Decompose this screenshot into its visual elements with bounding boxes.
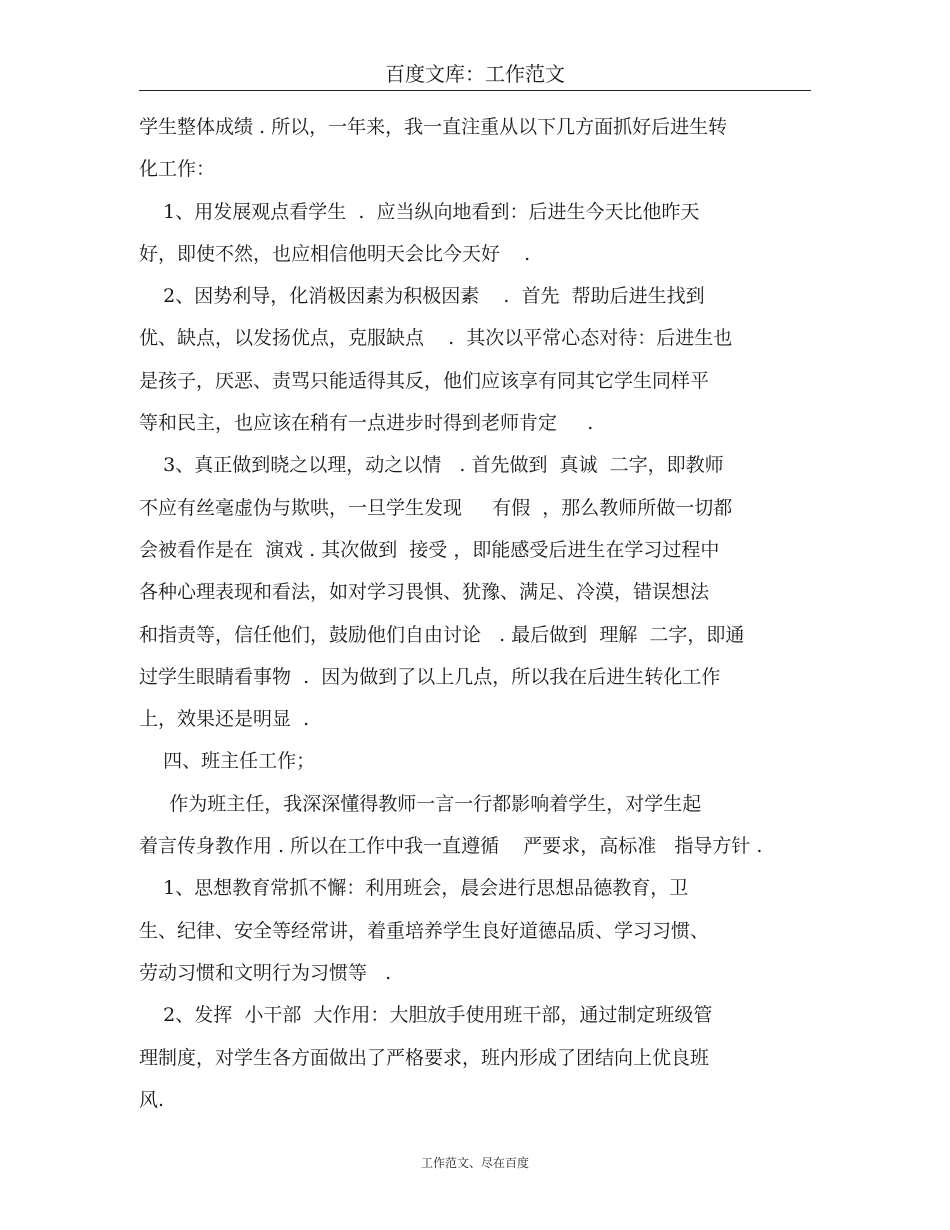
text-line: 是孩子，厌恶、责骂只能适得其反，他们应该享有同其它学生同样平: [139, 369, 710, 392]
text-line: 等和民主，也应该在稍有一点进步时得到老师肯定 .: [139, 412, 594, 435]
text-line: 风.: [139, 1088, 165, 1111]
text-line: 过学生眼睛看事物 . 因为做到了以上几点，所以我在后进生转化工作: [139, 665, 721, 688]
text-line: 学生整体成绩 . 所以，一年来，我一直注重从以下几方面抓好后进生转: [139, 116, 728, 138]
text-line: 劳动习惯和文明行为习惯等 .: [139, 961, 392, 984]
text-line: 1、思想教育常抓不懈：利用班会，晨会进行思想品德教育，卫: [139, 877, 689, 900]
text-line: 各种心理表现和看法，如对学习畏惧、犹豫、满足、冷漠，错误想法: [139, 581, 710, 604]
text-line: 会被看作是在 演戏 . 其次做到 接受 ，即能感受后进生在学习过程中: [139, 538, 720, 561]
document-body: [139, 106, 819, 1121]
text-line: 上，效果还是明显 .: [139, 708, 310, 731]
text-line: 优、缺点，以发扬优点，克服缺点 . 其次以平常心态对待：后进生也: [139, 327, 733, 350]
section-heading: 四、班主任工作；: [139, 750, 316, 773]
text-line: 3、真正做到晓之以理，动之以情 . 首先做到 真诚 二字，即教师: [139, 454, 724, 477]
text-line: 着言传身教作用 . 所以在工作中我一直遵循 严要求，高标准 指导方针 .: [139, 835, 763, 858]
page-footer-text: 工作范文、尽在百度: [420, 1156, 529, 1170]
text-line: 不应有丝毫虚伪与欺哄，一旦学生发现 有假 ，那么教师所做一切都: [139, 496, 733, 519]
text-line: 1、用发展观点看学生 . 应当纵向地看到：后进生今天比他昨天: [139, 200, 700, 223]
text-line: 2、因势利导，化消极因素为积极因素 . 首先 帮助后进生找到: [139, 285, 705, 308]
page-footer: [0, 1153, 950, 1173]
text-line: 作为班主任，我深深懂得教师一言一行都影响着学生，对学生起: [139, 792, 702, 815]
text-line: 理制度，对学生各方面做出了严格要求，班内形成了团结向上优良班: [139, 1046, 710, 1069]
text-line: 化工作：: [139, 158, 216, 181]
text-line: 生、纪律、安全等经常讲，着重培养学生良好道德品质、学习习惯、: [139, 919, 710, 942]
text-line: 和指责等，信任他们，鼓励他们自由讨论 . 最后做到 理解 二字，即通: [139, 623, 745, 646]
text-line: 好，即使不然，也应相信他明天会比今天好 .: [139, 242, 531, 265]
text-line: 2、发挥 小干部 大作用：大胆放手使用班干部，通过制定班级管: [139, 1004, 713, 1027]
page-header: [139, 58, 811, 91]
page-header-title: 百度文库：工作范文: [385, 62, 565, 86]
